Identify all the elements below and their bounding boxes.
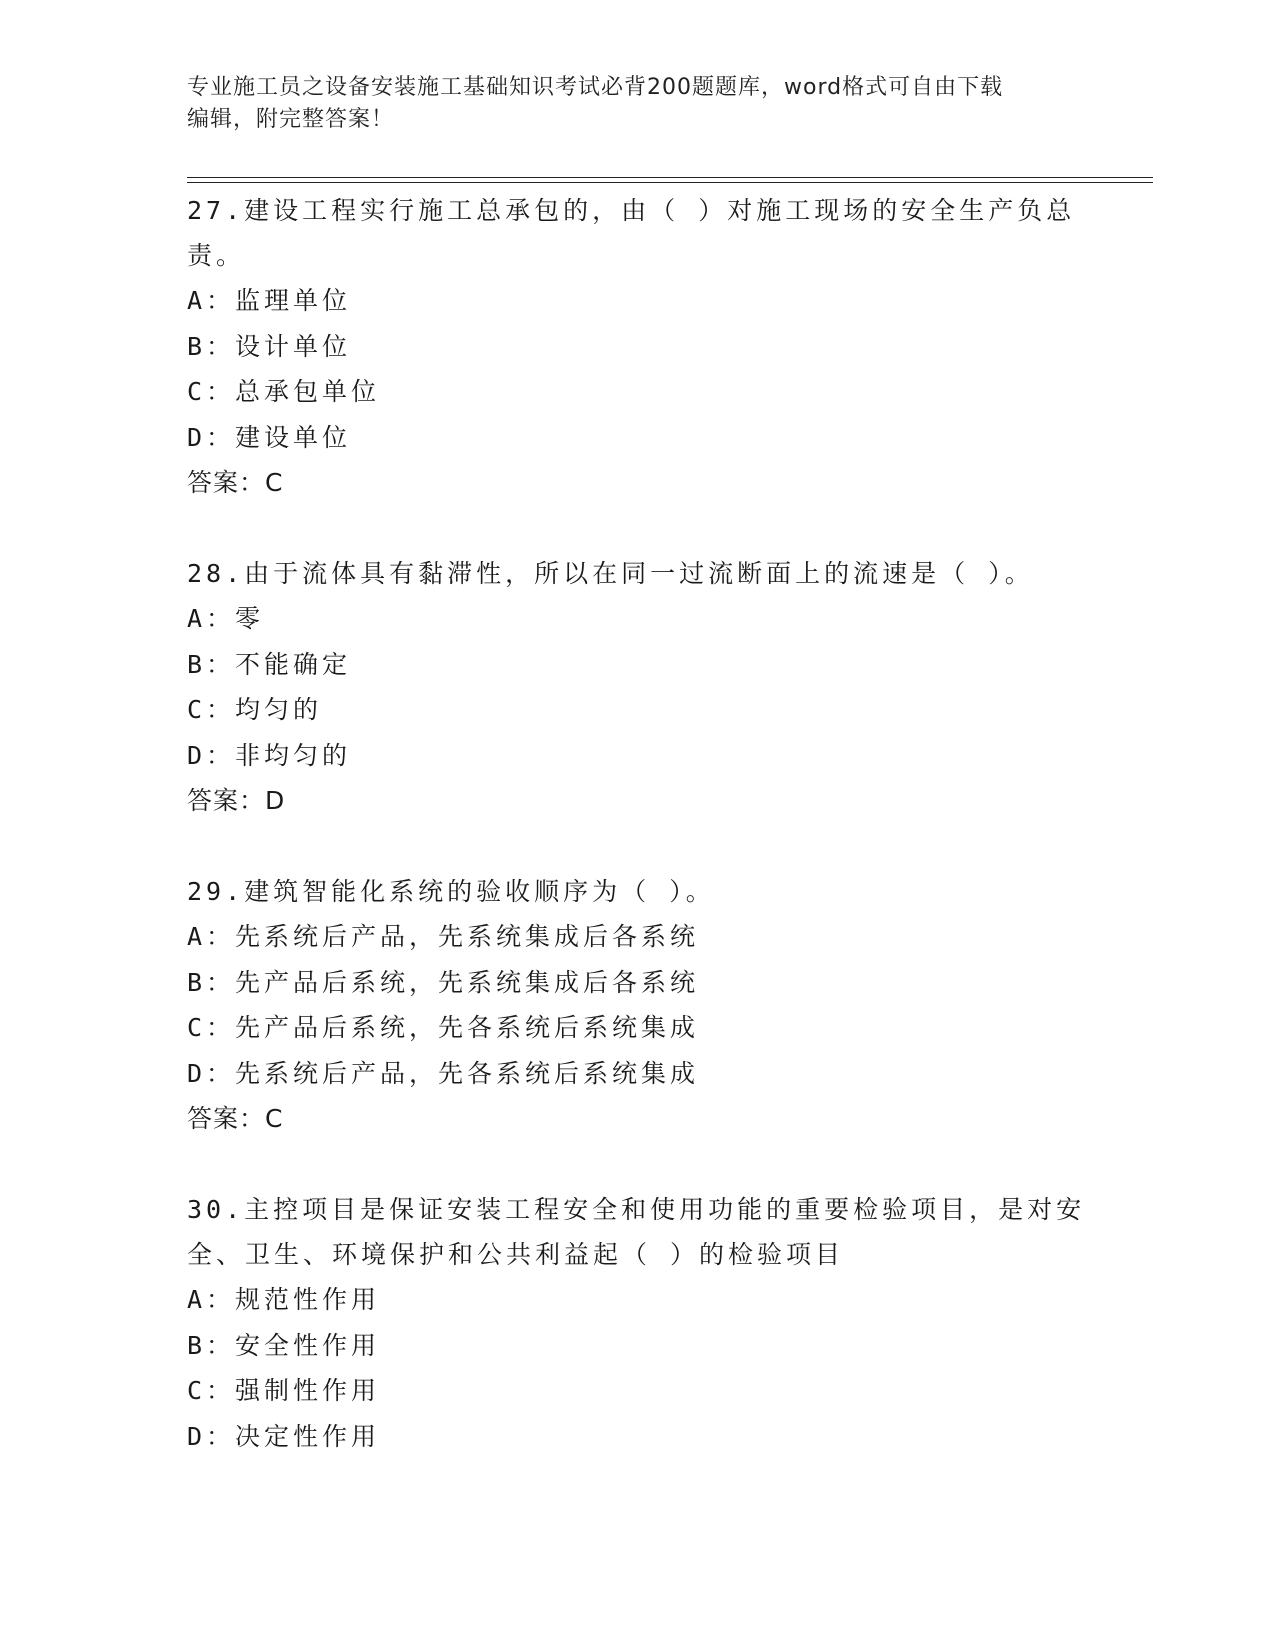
header-line-1: 专业施工员之设备安装施工基础知识考试必背200题题库，word格式可自由下载 — [187, 75, 1004, 100]
option-c: C：先产品后系统，先各系统后系统集成 — [187, 1013, 700, 1042]
option-c: C：强制性作用 — [187, 1376, 381, 1405]
question-stem-continued: 全、卫生、环境保护和公共利益起（ ）的检验项目 — [187, 1240, 845, 1269]
option-b: B：设计单位 — [187, 331, 352, 361]
option-c: C：总承包单位 — [187, 377, 381, 406]
header-divider-bottom — [187, 182, 1153, 183]
answer-line: 答案：D — [187, 786, 286, 815]
option-d: D：决定性作用 — [187, 1421, 381, 1451]
option-b: B：安全性作用 — [187, 1330, 381, 1360]
question-stem: 28.由于流体具有黏滞性，所以在同一过流断面上的流速是（ ）。 — [187, 559, 1034, 588]
question-stem-continued: 责。 — [187, 241, 246, 270]
answer-line: 答案：C — [187, 468, 284, 497]
header-line-2: 编辑，附完整答案！ — [187, 107, 395, 132]
option-b: B：先产品后系统，先系统集成后各系统 — [187, 967, 700, 997]
option-b: B：不能确定 — [187, 649, 352, 679]
option-d: D：先系统后产品，先各系统后系统集成 — [187, 1058, 700, 1088]
question-28 — [187, 551, 1087, 823]
question-stem: 27.建设工程实行施工总承包的，由（ ）对施工现场的安全生产负总 — [187, 196, 1076, 225]
question-29 — [187, 869, 1087, 1141]
option-d: D：建设单位 — [187, 422, 352, 452]
answer-line: 答案：C — [187, 1104, 284, 1133]
option-d: D：非均匀的 — [187, 740, 352, 770]
option-a: A：先系统后产品，先系统集成后各系统 — [187, 922, 700, 951]
option-a: A：监理单位 — [187, 286, 352, 315]
option-a: A：零 — [187, 604, 265, 633]
question-27 — [187, 188, 1087, 505]
question-stem: 29.建筑智能化系统的验收顺序为（ ）。 — [187, 877, 715, 906]
option-c: C：均匀的 — [187, 695, 323, 724]
option-a: A：规范性作用 — [187, 1285, 381, 1314]
document-header — [187, 72, 1087, 136]
question-list — [187, 188, 1087, 1505]
question-30 — [187, 1187, 1087, 1459]
question-stem: 30.主控项目是保证安装工程安全和使用功能的重要检验项目，是对安 — [187, 1195, 1086, 1224]
header-divider-top — [187, 177, 1153, 178]
